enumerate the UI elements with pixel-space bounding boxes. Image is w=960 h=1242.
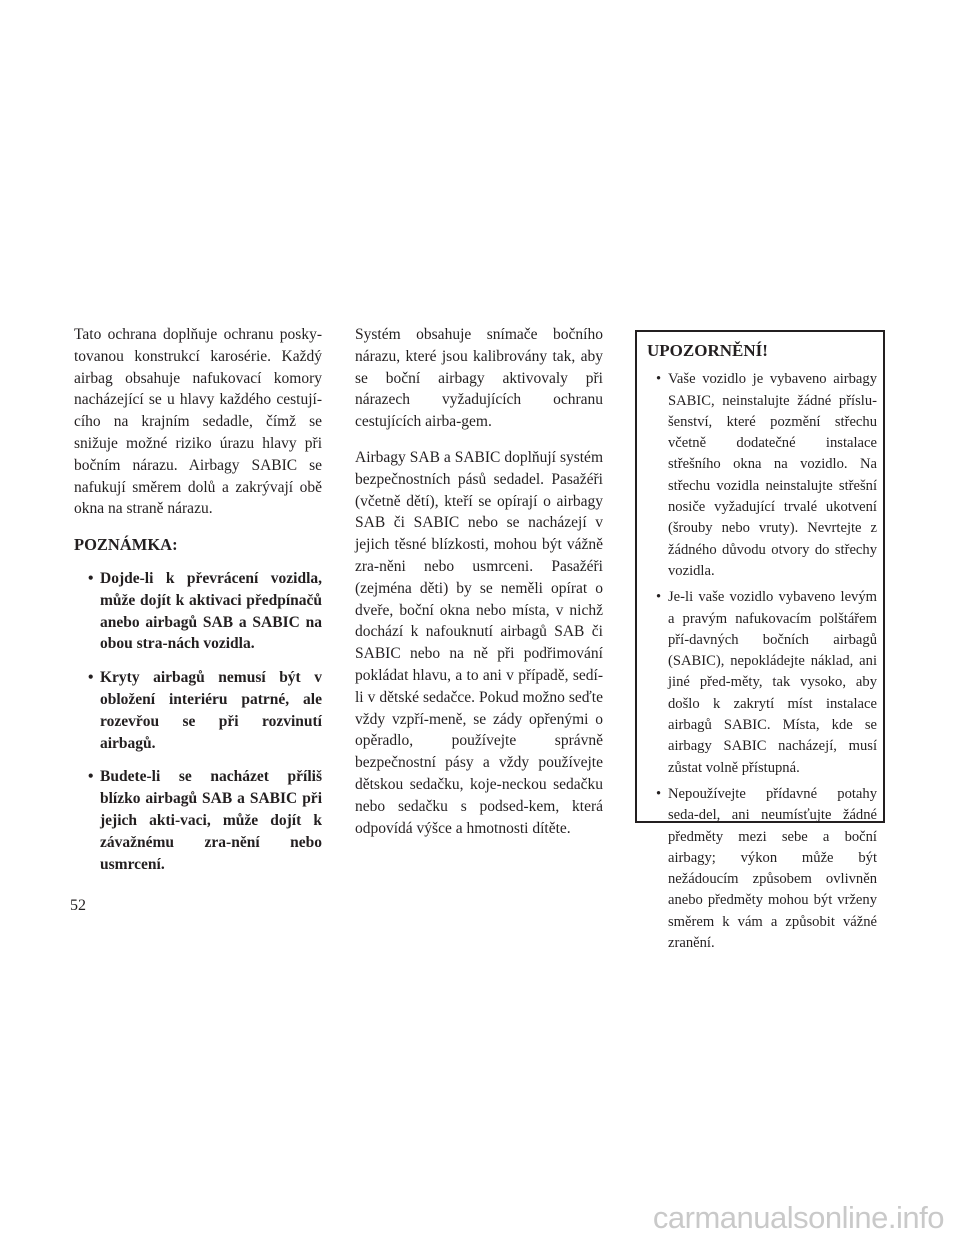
warning-box [635,330,885,952]
warning-list [647,369,877,954]
page-number: 52 [70,897,86,914]
warning-item: • Nepoužívejte přídavné potahy seda-del, ani neumísťujte žádné předměty mezi sebe a boční airbagy; výkon může být nežádoucím způsobem ovlivněn anebo předměty mohou být vrženy směrem k vám a způsobit vážné zranění. [656,785,877,952]
note-item: • Dojde-li k převrácení vozidla, může dojít k aktivaci předpínačů anebo airbagů SAB a SABIC na obou stra-nách vozidla. [88,569,322,653]
note-heading: POZNÁMKA: [74,535,178,555]
bullet-icon: • [88,669,94,687]
sensor-paragraph: Systém obsahuje snímače bočního nárazu, které jsou kalibrovány tak, aby se boční airbagy aktivovaly při nárazech vyžadujících ochranu cestujících airba-gem. [355,326,603,431]
note-list [74,568,322,875]
warning-heading: UPOZORNĚNÍ! [647,341,768,360]
intro-paragraph: Tato ochrana doplňuje ochranu posky-tovanou konstrukcí karosérie. Každý airbag obsahuje nafukovací komory nacházející se u hlavy každého cestují-cího na krajním sedadle, čímž se snižuje možné riziko úrazu hlavy při bočním nárazu. Airbagy SABIC se nafukují směrem dolů a zakrývají obě okna na straně nárazu. [74,326,322,518]
passenger-paragraph: Airbagy SAB a SABIC doplňují systém bezpečnostních pásů sedadel. Pasažéři (včetně dětí), kteří se opírají o airbagy SAB či SABIC nebo se nacházejí v jejich těsné blízkosti, mohou být vážně zra-něni nebo usmrceni. Pasažéři (zejména děti) by se neměli opírat o dveře, boční okna nebo místa, v nichž dochází k nafouknutí airbagů SAB či SABIC nebo na ně při podřimování pokládat hlavu, a to ani v případě, sedí-li v dětské sedačce. Pokud možno seďte vždy vzpří-meně, se zády opřenými o opěradlo, používejte správně bezpečnostní pásy a vždy používejte dětskou sedačku, koje-neckou sedačku nebo sedačku s podsed-kem, která odpovídá výšce a hmotnosti dítěte. [355,448,603,837]
warning-item: • Vaše vozidlo je vybaveno airbagy SABIC, neinstalujte žádné příslu-šenství, které pozmění střechu včetně dodatečné instalace střešního okna na vozidlo. Na střechu vozidla neinstalujte střešní nosiče vyžadující trvalé ukotvení (šrouby nebo vruty). Nevrtejte z žádného důvodu otvory do střechy vozidla. [656,371,877,579]
warning-item: • Je-li vaše vozidlo vybaveno levým a pravým nafukovacím polštářem pří-davných bočních airbagů (SABIC), nepokládejte náklad, ani jiné před-měty, tak vysoko, aby došlo k zakrytí míst instalace airbagů SABIC. Místa, kde se airbagy SABIC nacházejí, musí zůstat volně přístupná. [656,589,877,776]
watermark-logo: carmanualsonline.info [652,1200,944,1235]
bullet-icon: • [656,589,662,606]
middle-column [355,324,603,853]
bullet-icon: • [88,768,94,786]
bullet-icon: • [656,785,662,802]
bullet-icon: • [656,371,662,388]
left-column [74,324,322,887]
note-item: • Kryty airbagů nemusí být v obložení interiéru patrné, ale rozevřou se při rozvinutí airbagů. [88,669,322,752]
bullet-icon: • [88,569,94,587]
note-item: • Budete-li se nacházet příliš blízko airbagů SAB a SABIC při jejich akti-vaci, může dojít k závažnému zra-nění nebo usmrcení. [88,768,322,873]
